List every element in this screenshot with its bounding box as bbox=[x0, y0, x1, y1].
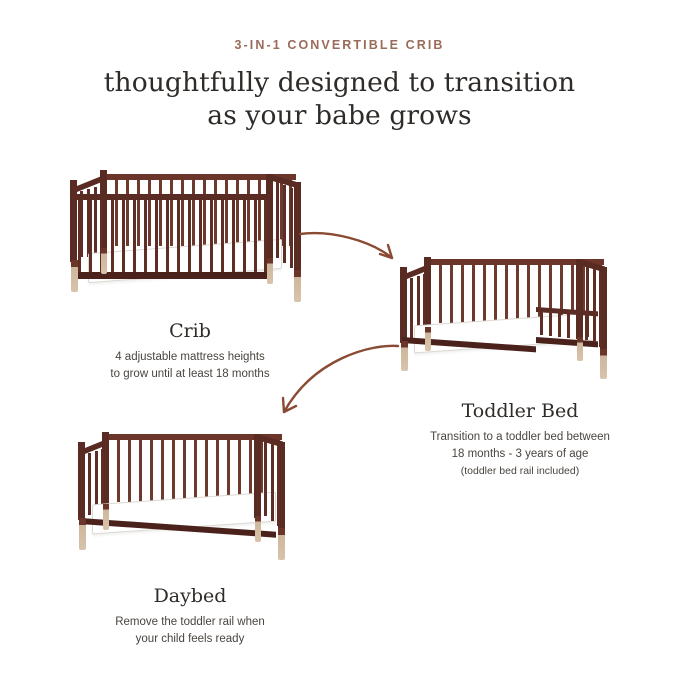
toddler-leg-back-right bbox=[577, 337, 583, 361]
caption-toddler-bed-desc bbox=[372, 429, 668, 463]
caption-daybed-title: Daybed bbox=[153, 585, 227, 607]
crib-right-slats bbox=[274, 182, 296, 266]
caption-toddler-bed-desc-line-2: 18 months - 3 years of age bbox=[451, 448, 589, 460]
toddler-right-back-post bbox=[576, 259, 583, 339]
caption-daybed bbox=[58, 585, 322, 648]
crib-leg-back-right bbox=[267, 258, 273, 284]
toddler-right-slats bbox=[584, 267, 602, 345]
caption-crib-desc-line-1: 4 adjustable mattress heights bbox=[115, 351, 265, 363]
daybed-right-back-post bbox=[254, 434, 261, 518]
caption-toddler-bed-title: Toddler Bed bbox=[461, 400, 579, 422]
caption-crib-desc bbox=[58, 349, 322, 383]
caption-toddler-bed-note: (toddler bed rail included) bbox=[460, 465, 580, 477]
daybed-leg-back-right bbox=[255, 516, 261, 542]
eyebrow-label: 3-IN-1 CONVERTIBLE CRIB bbox=[234, 38, 445, 52]
caption-crib-desc-line-2: to grow until at least 18 months bbox=[110, 368, 270, 380]
crib-illustration-daybed bbox=[78, 420, 296, 570]
daybed-leg-front-left bbox=[79, 518, 86, 550]
page-title bbox=[0, 66, 679, 132]
headline-line-2: as your babe grows bbox=[207, 100, 472, 131]
daybed-leg-back-left bbox=[103, 504, 109, 530]
crib-leg-front-left bbox=[71, 260, 78, 292]
daybed-right-slats bbox=[262, 442, 280, 524]
crib-leg-back-left bbox=[101, 248, 107, 274]
crib-left-front-post bbox=[70, 180, 77, 262]
caption-toddler-bed-desc-line-1: Transition to a toddler bed between bbox=[430, 431, 610, 443]
caption-daybed-desc-line-1: Remove the toddler rail when bbox=[115, 616, 265, 628]
crib-illustration-crib bbox=[70, 160, 300, 310]
daybed-leg-front-right bbox=[278, 528, 285, 560]
toddler-leg-front-right bbox=[600, 349, 607, 379]
crib-illustration-toddler-bed bbox=[400, 245, 618, 390]
caption-daybed-desc-line-2: your child feels ready bbox=[135, 633, 245, 645]
arrow-crib-to-toddler bbox=[296, 228, 408, 280]
caption-toddler-bed bbox=[372, 400, 668, 479]
headline-line-1: thoughtfully designed to transition bbox=[103, 67, 576, 98]
caption-crib bbox=[58, 320, 322, 383]
caption-daybed-desc bbox=[58, 614, 322, 648]
crib-right-back-post bbox=[266, 174, 273, 260]
toddler-leg-back-left bbox=[425, 327, 431, 351]
caption-crib-title: Crib bbox=[169, 320, 211, 342]
toddler-leg-front-left bbox=[401, 341, 408, 371]
